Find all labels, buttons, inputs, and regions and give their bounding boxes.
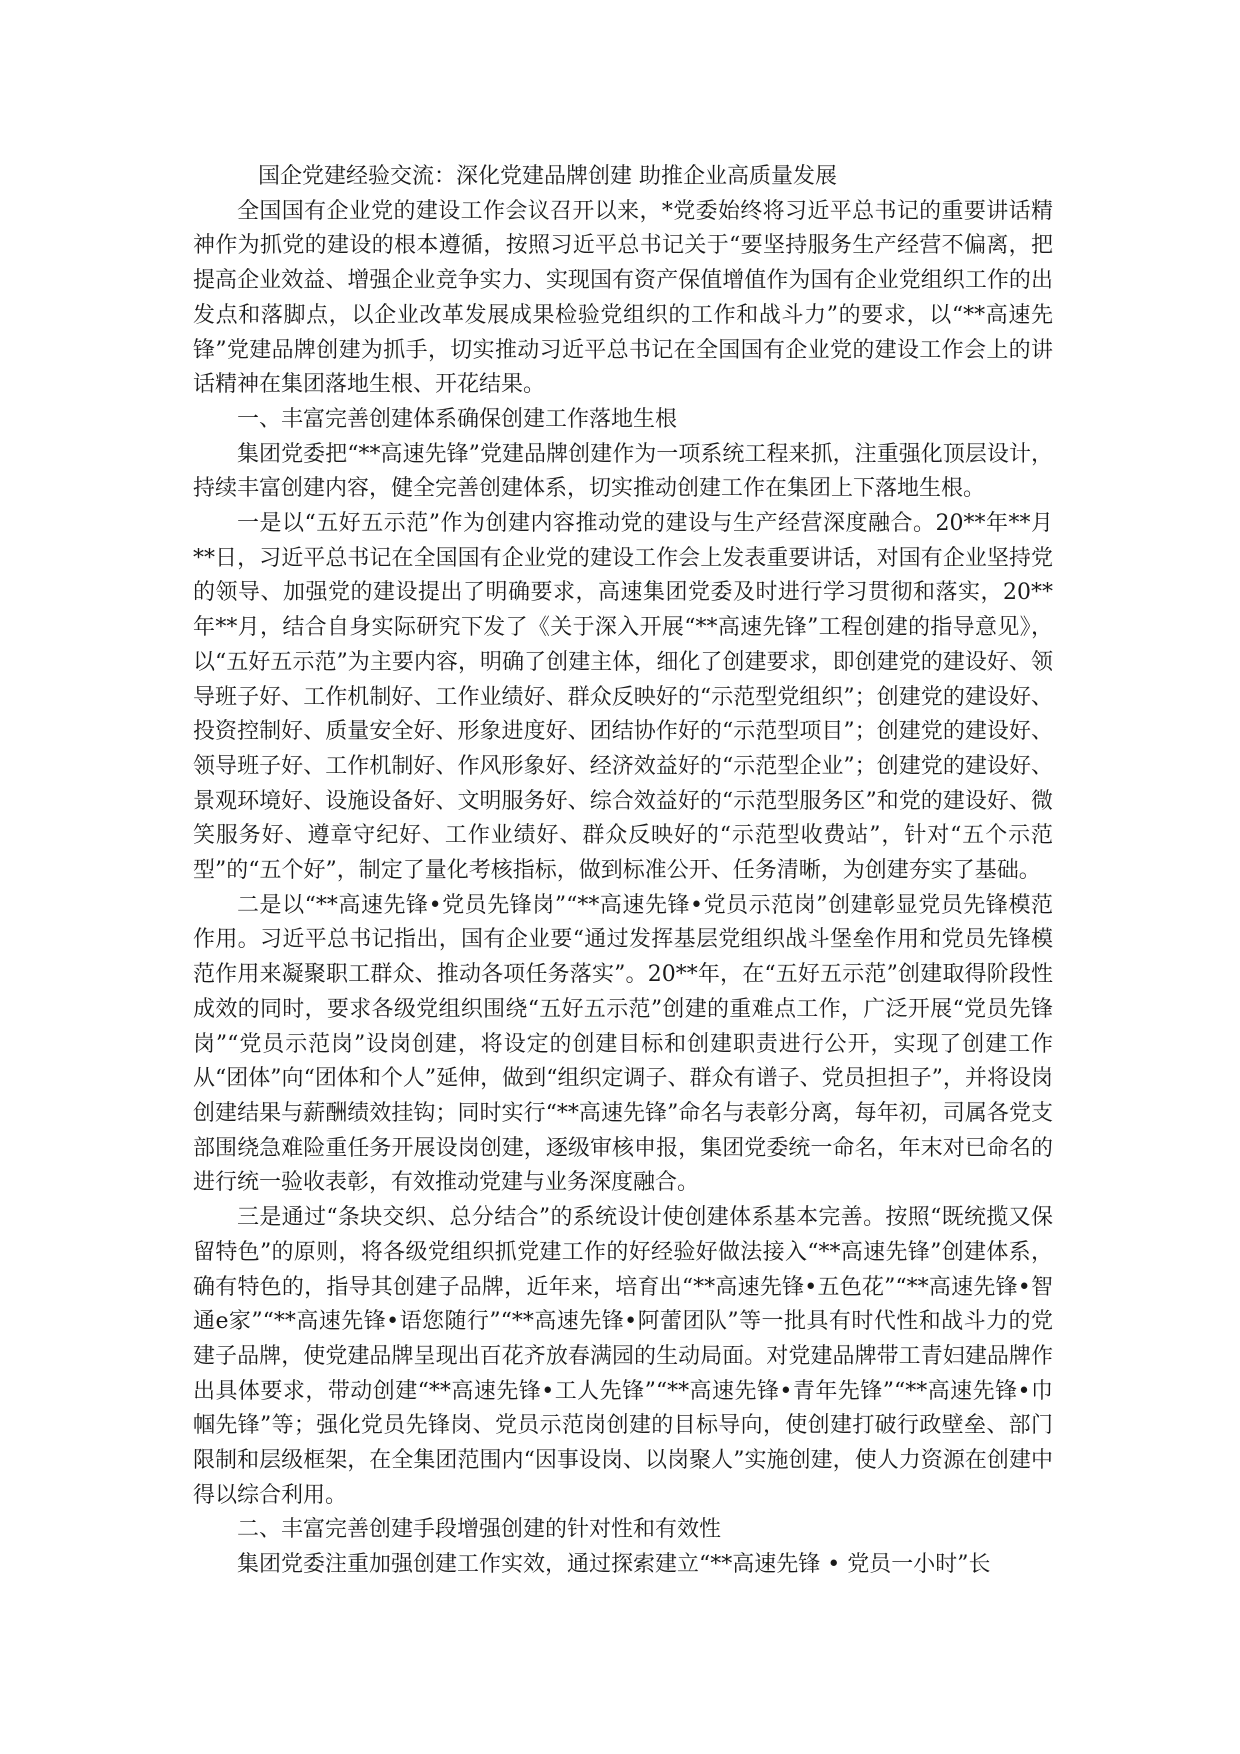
paragraph-point-1: 一是以“五好五示范”作为创建内容推动党的建设与生产经营深度融合。20**年**月**日，习近平总书记在全国国有企业党的建设工作会上发表重要讲话，对国有企业坚持党的领导、加强党的建设提出了明确要求，高速集团党委及时进行学习贯彻和落实，20**年**月，结合自身实际研究下发了《关于深入开展“**高速先锋”工程创建的指导意见》，以“五好五示范”为主要内容，明确了创建主体，细化了创建要求，即创建党的建设好、领导班子好、工作机制好、工作业绩好、群众反映好的“示范型党组织”；创建党的建设好、投资控制好、质量安全好、形象进度好、团结协作好的“示范型项目”；创建党的建设好、领导班子好、工作机制好、作风形象好、经济效益好的“示范型企业”；创建党的建设好、景观环境好、设施设备好、文明服务好、综合效益好的“示范型服务区”和党的建设好、微笑服务好、遵章守纪好、工作业绩好、群众反映好的“示范型收费站”，针对“五个示范型”的“五个好”，制定了量化考核指标，做到标准公开、任务清晰，为创建夯实了基础。 — [193, 511, 1053, 884]
paragraph-section2-intro: 集团党委注重加强创建工作实效，通过探索建立“**高速先锋 • 党员一小时”长 — [237, 1552, 991, 1578]
paragraph-point-2: 二是以“**高速先锋•党员先锋岗”“**高速先锋•党员示范岗”创建彰显党员先锋模范作用。习近平总书记指出，国有企业要“通过发挥基层党组织战斗堡垒作用和党员先锋模范作用来凝聚职工群众、推动各项任务落实”。20**年，在“五好五示范”创建取得阶段性成效的同时，要求各级党组织围绕“五好五示范”创建的重难点工作，广泛开展“党员先锋岗”“党员示范岗”设岗创建，将设定的创建目标和创建职责进行公开，实现了创建工作从“团体”向“团体和个人”延伸，做到“组织定调子、群众有谱子、党员担担子”，并将设岗创建结果与薪酬绩效挂钩；同时实行“**高速先锋”命名与表彰分离，每年初，司属各党支部围绕急难险重任务开展设岗创建，逐级审核申报，集团党委统一命名，年末对已命名的进行统一验收表彰，有效推动党建与业务深度融合。 — [193, 892, 1053, 1196]
section-heading-2: 二、丰富完善创建手段增强创建的针对性和有效性 — [237, 1517, 722, 1543]
document-title: 国企党建经验交流：深化党建品牌创建 助推企业高质量发展 — [258, 164, 837, 189]
paragraph-section1-intro: 集团党委把“**高速先锋”党建品牌创建作为一项系统工程来抓，注重强化顶层设计，持续丰富创建内容，健全完善创建体系，切实推动创建工作在集团上下落地生根。 — [193, 441, 1053, 502]
paragraph-intro: 全国国有企业党的建设工作会议召开以来，*党委始终将习近平总书记的重要讲话精神作为抓党的建设的根本遵循，按照习近平总书记关于“要坚持服务生产经营不偏离，把提高企业效益、增强企业竞争实力、实现国有资产保值增值作为国有企业党组织工作的出发点和落脚点，以企业改革发展成果检验党组织的工作和战斗力”的要求，以“**高速先锋”党建品牌创建为抓手，切实推动习近平总书记在全国国有企业党的建设工作会上的讲话精神在集团落地生根、开花结果。 — [193, 198, 1053, 398]
document-body — [193, 160, 1053, 1583]
paragraph-point-3: 三是通过“条块交织、总分结合”的系统设计使创建体系基本完善。按照“既统揽又保留特色”的原则，将各级党组织抓党建工作的好经验好做法接入“**高速先锋”创建体系，确有特色的，指导其创建子品牌，近年来，培育出“**高速先锋•五色花”“**高速先锋•智通e家”“**高速先锋•语您随行”“**高速先锋•阿蕾团队”等一批具有时代性和战斗力的党建子品牌，使党建品牌呈现出百花齐放春满园的生动局面。对党建品牌带工青妇建品牌作出具体要求，带动创建“**高速先锋•工人先锋”“**高速先锋•青年先锋”“**高速先锋•巾帼先锋”等；强化党员先锋岗、党员示范岗创建的目标导向，使创建打破行政壁垒、部门限制和层级框架，在全集团范围内“因事设岗、以岗聚人”实施创建，使人力资源在创建中得以综合利用。 — [193, 1205, 1053, 1508]
section-heading-1: 一、丰富完善创建体系确保创建工作落地生根 — [237, 406, 678, 432]
